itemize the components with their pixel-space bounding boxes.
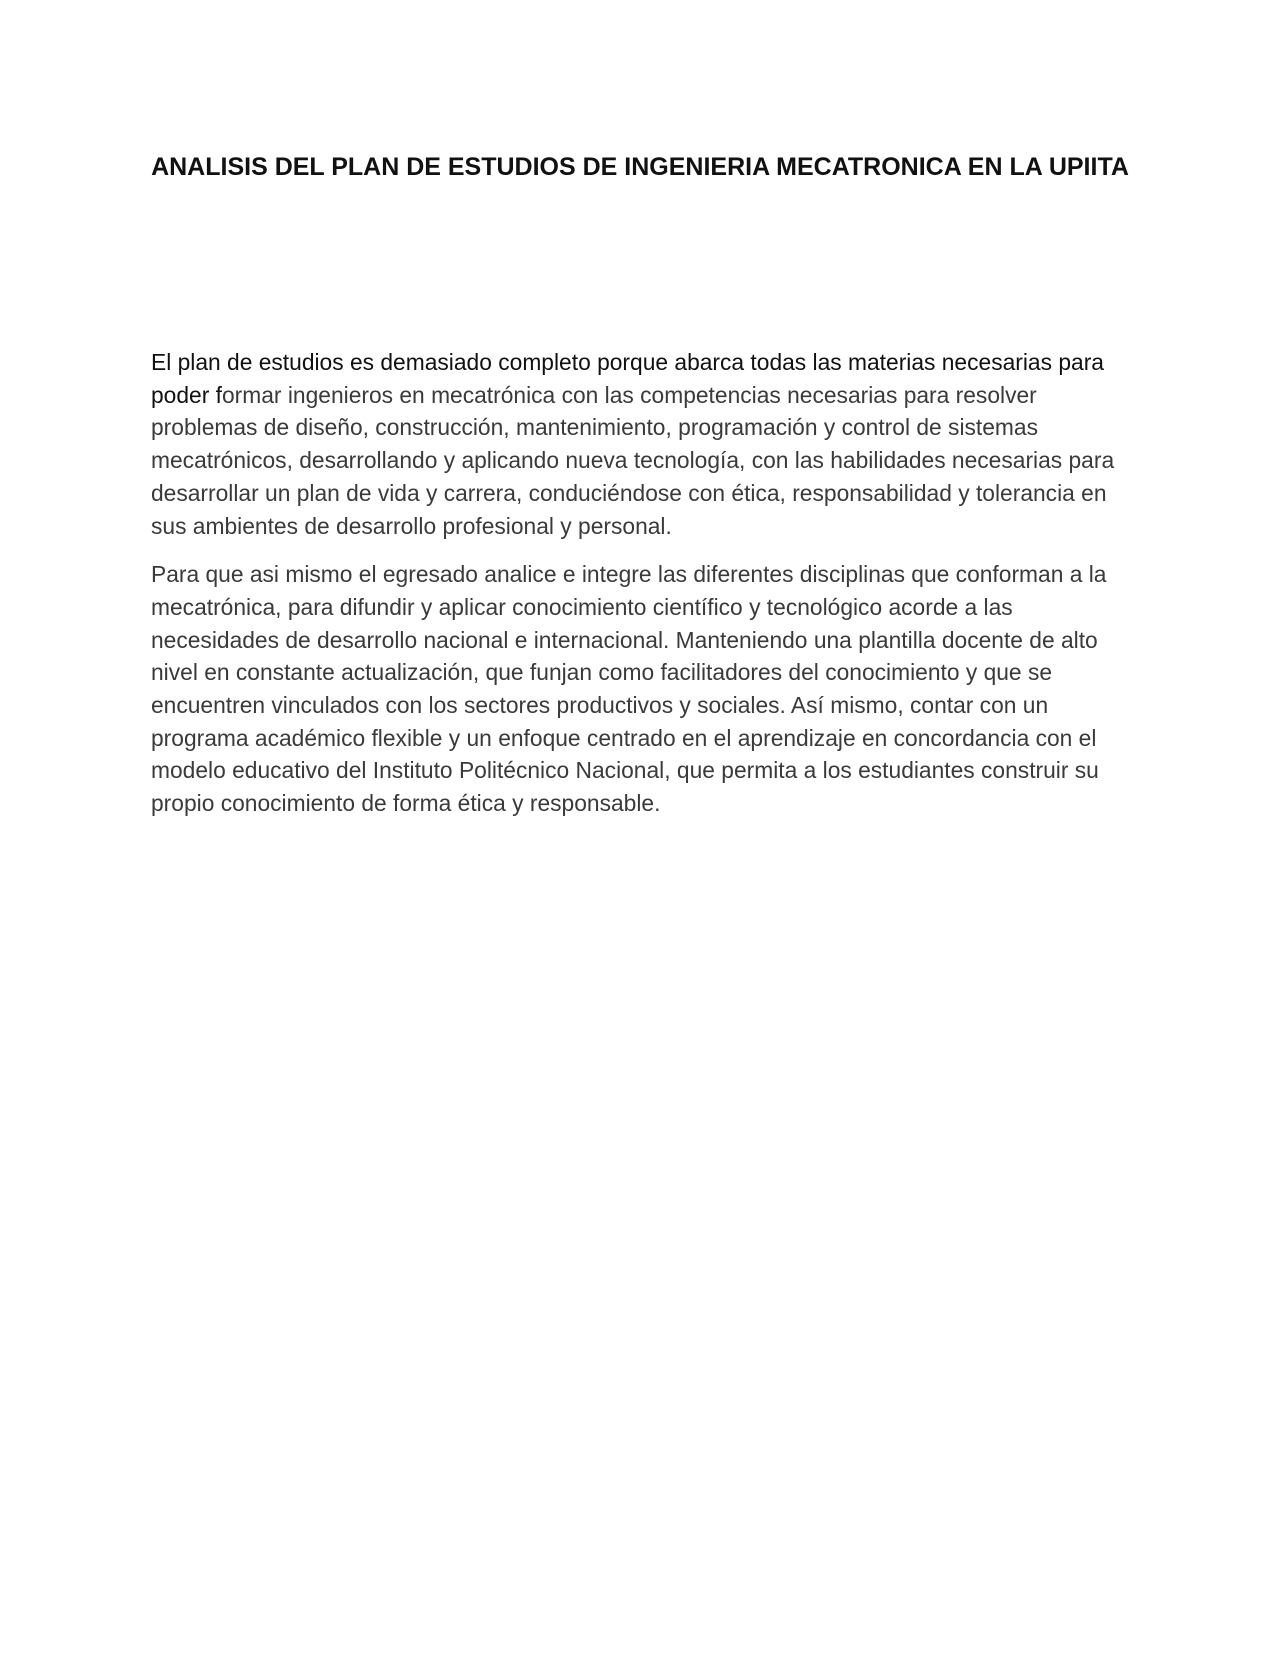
document-body xyxy=(151,346,1126,820)
paragraph-plan-description xyxy=(151,346,1126,542)
document-title: ANALISIS DEL PLAN DE ESTUDIOS DE INGENIERIA MECATRONICA EN LA UPIITA xyxy=(151,153,1129,181)
paragraph-lead-text: El plan de estudios es demasiado completo porque abarca todas las materias necesarias para poder f xyxy=(151,349,1104,408)
paragraph-continuation-text: ormar ingenieros en mecatrónica con las competencias necesarias para resolver problemas de diseño, construcción, mantenimiento, programación y control de sistemas mecatrónicos, desarrollando y aplicando nueva tecnología, con las habilidades necesarias para desarrollar un plan de vida y carrera, conduciéndose con ética, responsabilidad y tolerancia en sus ambientes de desarrollo profesional y personal. xyxy=(151,381,1115,539)
paragraph-graduate-profile: Para que asi mismo el egresado analice e integre las diferentes disciplinas que conforman a la mecatrónica, para difundir y aplicar conocimiento científico y tecnológico acorde a las necesidades de desarrollo nacional e internacional. Manteniendo una plantilla docente de alto nivel en constante actualización, que funjan como facilitadores del conocimiento y que se encuentren vinculados con los sectores productivos y sociales. Así mismo, contar con un programa académico flexible y un enfoque centrado en el aprendizaje en concordancia con el modelo educativo del Instituto Politécnico Nacional, que permita a los estudiantes construir su propio conocimiento de forma ética y responsable. xyxy=(151,561,1107,817)
